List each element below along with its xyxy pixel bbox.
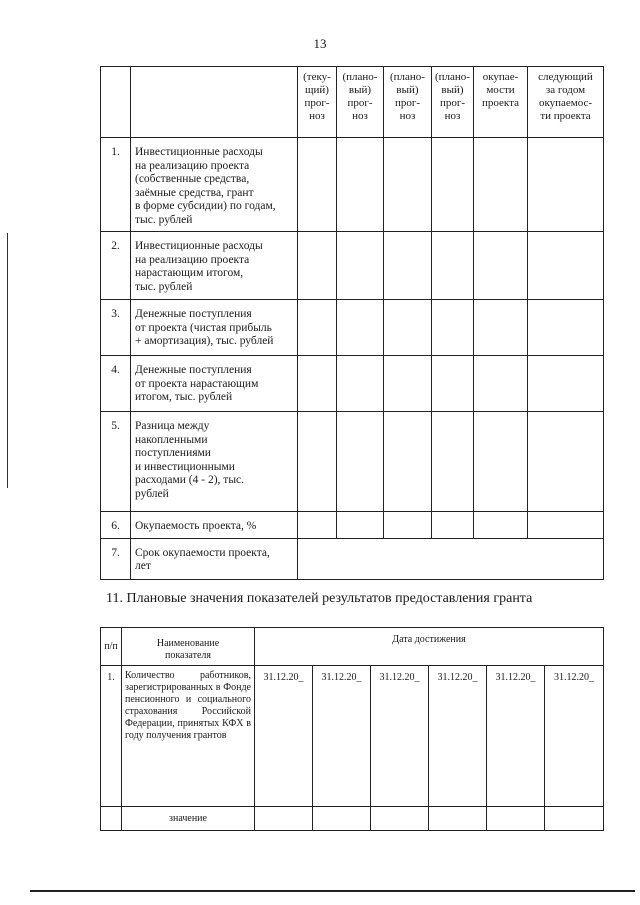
payback-table-header bbox=[101, 67, 604, 138]
value-cell bbox=[298, 356, 337, 412]
header-col-line: щий) bbox=[305, 84, 329, 96]
footer-rule bbox=[30, 890, 635, 892]
header-col-2 bbox=[337, 67, 384, 138]
header-col-line: прог- bbox=[439, 97, 466, 109]
value-cell bbox=[337, 512, 384, 539]
row-number: 3. bbox=[101, 300, 131, 356]
value-cell bbox=[474, 138, 528, 232]
row-label-line: накопленными bbox=[135, 433, 208, 446]
header-blank-num bbox=[101, 67, 131, 138]
value-cell bbox=[298, 300, 337, 356]
row-label-line: в форме субсидии) по годам, bbox=[135, 200, 276, 212]
row-label-line: от проекта нарастающим bbox=[135, 377, 259, 390]
header-indicator-name-line: показателя bbox=[164, 649, 212, 661]
value-cell bbox=[384, 412, 432, 512]
value-cell bbox=[474, 356, 528, 412]
value-cell-merged bbox=[298, 538, 604, 579]
value-cell bbox=[474, 512, 528, 539]
header-col-line: вый) bbox=[441, 84, 464, 96]
row-label bbox=[131, 232, 298, 300]
value-cell bbox=[384, 512, 432, 539]
value-cell bbox=[384, 232, 432, 300]
value-cell bbox=[255, 807, 313, 831]
row-label-line: (собственные средства, bbox=[135, 173, 250, 185]
row-label-line: Денежные поступления bbox=[135, 364, 252, 376]
value-cell bbox=[298, 138, 337, 232]
value-cell bbox=[487, 807, 545, 831]
header-col-4 bbox=[432, 67, 474, 138]
payback-row bbox=[101, 300, 604, 356]
header-col-3 bbox=[384, 67, 432, 138]
value-cell bbox=[371, 807, 429, 831]
header-col-line: ноз bbox=[444, 110, 461, 122]
value-cell bbox=[384, 300, 432, 356]
row-label-line: от проекта (чистая прибыль bbox=[135, 321, 272, 334]
row-label bbox=[131, 512, 298, 539]
value-cell bbox=[432, 138, 474, 232]
header-col-line: за годом bbox=[545, 84, 586, 96]
row-label bbox=[131, 538, 298, 579]
row-label bbox=[131, 300, 298, 356]
header-col-line: (плано- bbox=[435, 71, 470, 83]
value-cell bbox=[337, 356, 384, 412]
row-label-line: расходами (4 - 2), тыс. bbox=[135, 474, 245, 486]
header-col-line: ноз bbox=[309, 110, 325, 122]
value-cell bbox=[432, 512, 474, 539]
achievement-date: 31.12.20_ bbox=[429, 666, 487, 807]
achievement-date: 31.12.20_ bbox=[313, 666, 371, 807]
row-number: 6. bbox=[101, 512, 131, 539]
value-cell bbox=[432, 356, 474, 412]
header-col-line: мости bbox=[486, 84, 515, 96]
row-label-line: и инвестиционными bbox=[135, 460, 235, 473]
row-label-line: на реализацию проекта bbox=[135, 159, 250, 172]
row-label-line: Инвестиционные расходы bbox=[135, 240, 263, 252]
value-cell bbox=[528, 356, 604, 412]
value-cell bbox=[474, 232, 528, 300]
value-cell bbox=[528, 512, 604, 539]
header-col-6 bbox=[528, 67, 604, 138]
value-cell bbox=[528, 300, 604, 356]
value-cell bbox=[432, 232, 474, 300]
value-cell bbox=[432, 300, 474, 356]
value-cell bbox=[337, 232, 384, 300]
row-number: 1. bbox=[101, 138, 131, 232]
row-label bbox=[131, 356, 298, 412]
row-label-line: итогом, тыс. рублей bbox=[135, 391, 233, 403]
row-number: 5. bbox=[101, 412, 131, 512]
page-number: 13 bbox=[313, 36, 327, 51]
row-label-line: тыс. рублей bbox=[135, 280, 193, 293]
value-cell bbox=[298, 412, 337, 512]
header-col-line: окупаемос- bbox=[538, 97, 593, 109]
header-col-line: (теку- bbox=[303, 71, 331, 83]
value-cell bbox=[474, 300, 528, 356]
value-label: значение bbox=[122, 807, 255, 831]
header-col-line: (плано- bbox=[390, 71, 425, 83]
header-indicator-name-line: Наименование bbox=[156, 637, 220, 649]
grant-table-header bbox=[101, 628, 604, 666]
header-indicator-name bbox=[122, 628, 255, 666]
header-col-line: окупае- bbox=[482, 71, 519, 83]
header-col-line: вый) bbox=[396, 84, 419, 96]
grant-table-row bbox=[101, 666, 604, 807]
row-number: 2. bbox=[101, 232, 131, 300]
header-col-line: ноз bbox=[399, 110, 416, 122]
payback-row bbox=[101, 138, 604, 232]
row-label-line: поступлениями bbox=[135, 447, 211, 459]
header-col-line: прог- bbox=[304, 97, 330, 109]
header-col-line: ти проекта bbox=[540, 110, 591, 122]
value-cell bbox=[384, 138, 432, 232]
value-cell bbox=[432, 412, 474, 512]
row-label-line: тыс. рублей bbox=[135, 213, 193, 226]
row-label-line: + амортизация), тыс. рублей bbox=[135, 335, 274, 347]
header-col-5 bbox=[474, 67, 528, 138]
row-number: 4. bbox=[101, 356, 131, 412]
row-indicator-label: Количество работников, зарегистрированных в Фонде пенсионного и социального страхования Российской Федерации, принятых КФХ в году получения грантов bbox=[122, 666, 255, 807]
achievement-date: 31.12.20_ bbox=[545, 666, 604, 807]
value-cell bbox=[429, 807, 487, 831]
grant-value-row bbox=[101, 807, 604, 831]
value-cell bbox=[528, 138, 604, 232]
achievement-date: 31.12.20_ bbox=[487, 666, 545, 807]
row-label bbox=[131, 412, 298, 512]
value-cell bbox=[313, 807, 371, 831]
achievement-date: 31.12.20_ bbox=[255, 666, 313, 807]
row-label-line: Срок окупаемости проекта, bbox=[135, 546, 270, 559]
payback-row bbox=[101, 232, 604, 300]
row-label-line: нарастающим итогом, bbox=[135, 267, 244, 279]
row-label-line: на реализацию проекта bbox=[135, 253, 250, 266]
header-num: п/п bbox=[101, 628, 122, 666]
section-11-title: 11. Плановые значения показателей результатов предоставления гранта bbox=[106, 591, 533, 606]
value-cell bbox=[298, 512, 337, 539]
payback-row bbox=[101, 412, 604, 512]
value-cell bbox=[528, 412, 604, 512]
value-cell bbox=[545, 807, 604, 831]
payback-row bbox=[101, 512, 604, 539]
payback-table bbox=[100, 66, 604, 580]
header-blank-label bbox=[131, 67, 298, 138]
row-label bbox=[131, 138, 298, 232]
value-cell bbox=[337, 300, 384, 356]
header-col-line: прог- bbox=[394, 97, 421, 109]
row-label-line: Инвестиционные расходы bbox=[135, 146, 263, 158]
row-number: 7. bbox=[101, 538, 131, 579]
value-cell bbox=[384, 356, 432, 412]
value-blank bbox=[101, 807, 122, 831]
header-col-line: прог- bbox=[347, 97, 373, 109]
header-col-line: проекта bbox=[482, 97, 519, 109]
row-label-line: Денежные поступления bbox=[135, 308, 252, 320]
header-col-line: ноз bbox=[352, 110, 368, 122]
row-num: 1. bbox=[101, 666, 122, 807]
value-cell bbox=[474, 412, 528, 512]
header-col-line: вый) bbox=[348, 84, 372, 96]
value-cell bbox=[298, 232, 337, 300]
row-label-line: лет bbox=[135, 560, 151, 572]
row-label-line: Разница между bbox=[135, 420, 210, 432]
value-cell bbox=[337, 138, 384, 232]
row-label-line: Окупаемость проекта, % bbox=[135, 520, 257, 532]
value-cell bbox=[528, 232, 604, 300]
margin-line bbox=[7, 233, 8, 488]
row-label-line: рублей bbox=[135, 487, 169, 500]
grant-results-table bbox=[100, 627, 604, 831]
header-achievement-date: Дата достижения bbox=[255, 628, 604, 666]
payback-row bbox=[101, 538, 604, 579]
header-col-line: следующий bbox=[538, 71, 593, 83]
header-col-line: (плано- bbox=[342, 71, 378, 83]
header-col-1 bbox=[298, 67, 337, 138]
achievement-date: 31.12.20_ bbox=[371, 666, 429, 807]
row-label-line: заёмные средства, грант bbox=[135, 186, 254, 199]
value-cell bbox=[337, 412, 384, 512]
payback-row bbox=[101, 356, 604, 412]
